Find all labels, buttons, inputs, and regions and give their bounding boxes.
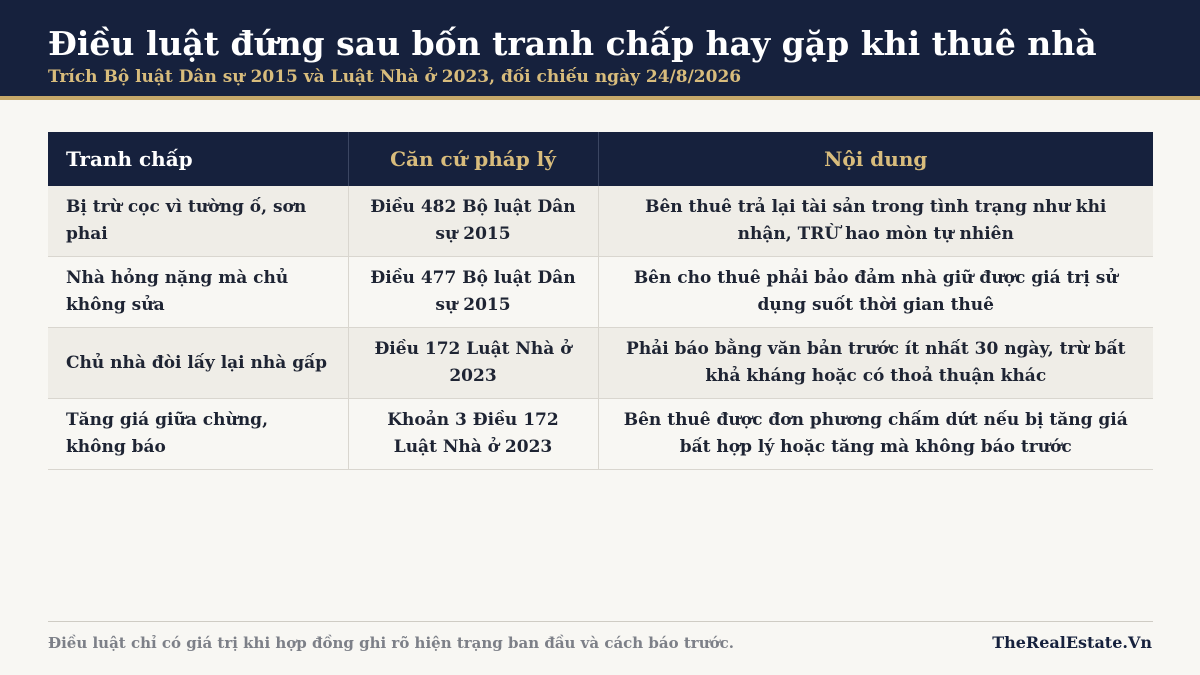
- legal-basis-cell: Điều 172 Luật Nhà ở 2023: [348, 328, 598, 399]
- page-title: Điều luật đứng sau bốn tranh chấp hay gặp khi thuê nhà: [48, 24, 1097, 63]
- legal-table: [48, 132, 1153, 470]
- table-row: [48, 328, 1153, 399]
- legal-basis-cell: Điều 477 Bộ luật Dân sự 2015: [348, 257, 598, 328]
- page-subtitle: Trích Bộ luật Dân sự 2015 và Luật Nhà ở 2023, đối chiếu ngày 24/8/2026: [48, 67, 742, 87]
- table-row: [48, 257, 1153, 328]
- header-banner: [0, 0, 1200, 100]
- content-cell: Bên cho thuê phải bảo đảm nhà giữ được giá trị sử dụng suốt thời gian thuê: [598, 257, 1153, 328]
- legal-basis-cell: Khoản 3 Điều 172 Luật Nhà ở 2023: [348, 399, 598, 470]
- content-cell: Bên thuê trả lại tài sản trong tình trạng như khi nhận, TRỪ hao mòn tự nhiên: [598, 186, 1153, 257]
- footer-divider: [48, 621, 1153, 622]
- column-header-dispute: Tranh chấp: [48, 132, 348, 186]
- legal-basis-cell: Điều 482 Bộ luật Dân sự 2015: [348, 186, 598, 257]
- dispute-cell: Nhà hỏng nặng mà chủ không sửa: [48, 257, 348, 328]
- dispute-cell: Bị trừ cọc vì tường ố, sơn phai: [48, 186, 348, 257]
- brand-name: TheRealEstate.Vn: [992, 633, 1152, 652]
- column-header-legal-basis: Căn cứ pháp lý: [348, 132, 598, 186]
- dispute-cell: Tăng giá giữa chừng, không báo: [48, 399, 348, 470]
- content-cell: Phải báo bằng văn bản trước ít nhất 30 ngày, trừ bất khả kháng hoặc có thoả thuận khác: [598, 328, 1153, 399]
- dispute-cell: Chủ nhà đòi lấy lại nhà gấp: [48, 328, 348, 399]
- table-row: [48, 399, 1153, 470]
- table-row: [48, 186, 1153, 257]
- column-header-content: Nội dung: [598, 132, 1153, 186]
- footer-note: Điều luật chỉ có giá trị khi hợp đồng ghi rõ hiện trạng ban đầu và cách báo trước.: [48, 634, 734, 652]
- content-cell: Bên thuê được đơn phương chấm dứt nếu bị tăng giá bất hợp lý hoặc tăng mà không báo trước: [598, 399, 1153, 470]
- table-header-row: [48, 132, 1153, 186]
